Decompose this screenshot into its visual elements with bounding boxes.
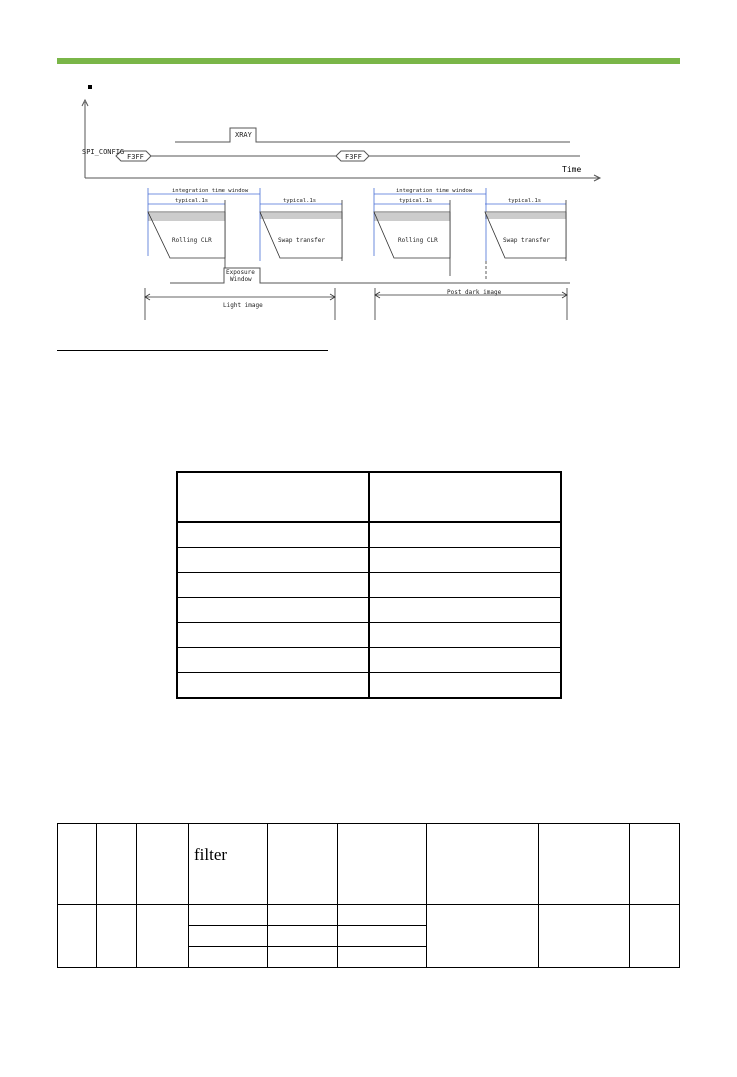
swap-transfer-label-2: Swap transfer — [503, 237, 550, 244]
table-cell — [369, 548, 561, 573]
table-cell — [369, 472, 561, 522]
table-cell — [177, 648, 369, 673]
table-cell — [369, 573, 561, 598]
integration-window-label-1: integration time window — [172, 188, 249, 194]
typical-label-4: typical.1s — [508, 198, 542, 204]
table-cell — [177, 598, 369, 623]
light-image-label: Light image — [223, 302, 263, 309]
table-cell — [427, 824, 539, 905]
exposure-window-label-1: Exposure — [226, 269, 255, 276]
table-cell — [97, 905, 137, 968]
time-axis-label: Time — [562, 165, 582, 174]
table-cell — [369, 648, 561, 673]
table-cell — [268, 824, 338, 905]
table-cell — [137, 905, 189, 968]
table-cell — [177, 573, 369, 598]
table-cell — [630, 905, 680, 968]
table-cell — [58, 905, 97, 968]
bullet-marker — [88, 85, 92, 89]
f3ff-command-right: F3FF — [345, 153, 362, 161]
table-cell — [268, 905, 338, 926]
table-cell — [539, 905, 630, 968]
typical-label-2: typical.1s — [283, 198, 317, 204]
table-cell — [177, 522, 369, 548]
integration-window-label-2: integration time window — [396, 188, 473, 194]
typical-label-3: typical.1s — [399, 198, 433, 204]
table-cell — [369, 623, 561, 648]
table-cell — [338, 905, 427, 926]
table-cell — [539, 824, 630, 905]
table-cell — [369, 598, 561, 623]
filter-header: filter — [194, 845, 228, 864]
table-cell — [137, 824, 189, 905]
table-cell — [268, 926, 338, 947]
post-dark-image-label: Post dark image — [447, 289, 502, 296]
table-cell — [630, 824, 680, 905]
table-cell — [338, 824, 427, 905]
section-rule — [57, 350, 328, 351]
table-cell — [369, 522, 561, 548]
table-cell — [189, 926, 268, 947]
table-cell — [338, 926, 427, 947]
filter-table — [57, 823, 680, 968]
table-cell — [97, 824, 137, 905]
table-cell — [58, 824, 97, 905]
table-cell — [177, 623, 369, 648]
table-cell — [177, 673, 369, 699]
rolling-clr-label-1: Rolling CLR — [172, 237, 212, 244]
xray-label: XRAY — [235, 131, 252, 139]
table-cell — [177, 548, 369, 573]
parameter-table — [176, 471, 562, 699]
table-cell — [369, 673, 561, 699]
rolling-clr-label-2: Rolling CLR — [398, 237, 438, 244]
table-cell — [189, 905, 268, 926]
table-cell — [338, 947, 427, 968]
table-cell — [189, 947, 268, 968]
typical-label-1: typical.1s — [175, 198, 209, 204]
table-cell — [189, 824, 268, 905]
table-cell — [427, 905, 539, 968]
spi-config-label: SPI_CONFIG — [82, 148, 125, 156]
table-cell — [177, 472, 369, 522]
swap-transfer-label-1: Swap transfer — [278, 237, 325, 244]
table-cell — [268, 947, 338, 968]
exposure-window-label-2: Window — [230, 276, 252, 283]
f3ff-command-left: F3FF — [127, 153, 144, 161]
header-accent-bar — [57, 58, 680, 64]
timing-diagram — [80, 96, 610, 322]
